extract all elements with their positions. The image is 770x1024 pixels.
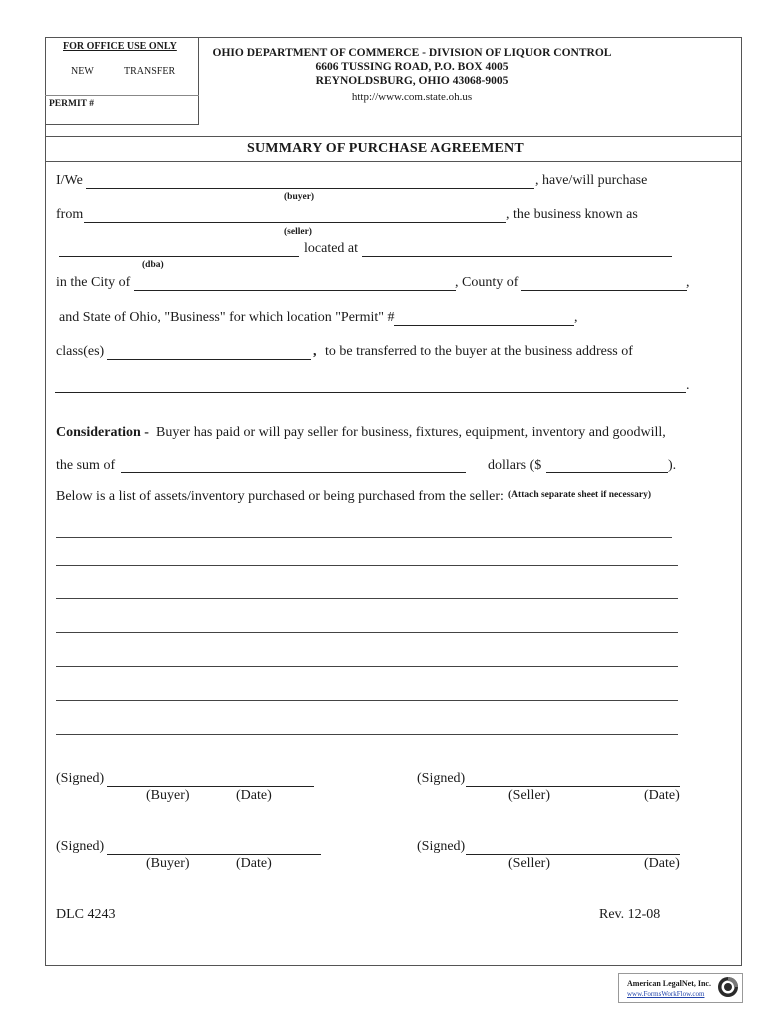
address-period: . (686, 378, 690, 393)
buyer-signature-field-2[interactable] (107, 854, 321, 855)
office-use-title: FOR OFFICE USE ONLY (63, 41, 177, 52)
seller-signed-label-1: (Signed) (417, 771, 466, 786)
seller-signature-field-1[interactable] (466, 786, 680, 787)
seller-caption-1: (Seller) (508, 788, 550, 803)
sum-of-label: the sum of (56, 458, 116, 473)
brand-logo-icon (717, 976, 739, 998)
sum-words-field[interactable] (121, 472, 466, 473)
header-address: 6606 TUSSING ROAD, P.O. BOX 4005 (315, 61, 509, 73)
asset-line-2[interactable] (56, 565, 678, 566)
county-comma: , (686, 275, 690, 290)
form-title: SUMMARY OF PURCHASE AGREEMENT (247, 141, 524, 156)
asset-list-heading: Below is a list of assets/inventory purchased or being purchased from the seller: (56, 489, 504, 504)
header-city: REYNOLDSBURG, OHIO 43068-9005 (315, 75, 509, 87)
seller-field[interactable] (84, 222, 506, 223)
asset-line-4[interactable] (56, 632, 678, 633)
buyer-field[interactable] (86, 188, 534, 189)
seller-caption: (seller) (284, 227, 312, 237)
county-label: , County of (455, 275, 519, 290)
asset-line-6[interactable] (56, 700, 678, 701)
seller-signed-label-2: (Signed) (417, 839, 466, 854)
brand-url[interactable]: www.FormsWorkFlow.com (627, 990, 705, 998)
dollars-close: ). (668, 458, 677, 473)
permit-comma: , (574, 310, 578, 325)
office-divider (45, 95, 199, 96)
business-known-as-label: , the business known as (506, 207, 638, 222)
buyer-signed-label-1: (Signed) (56, 771, 105, 786)
buyer-date-caption-2: (Date) (236, 856, 272, 871)
have-will-purchase-label: , have/will purchase (535, 173, 648, 188)
seller-date-caption-2: (Date) (644, 856, 680, 871)
attach-note: (Attach separate sheet if necessary) (508, 490, 651, 500)
asset-line-3[interactable] (56, 598, 678, 599)
state-permit-label: and State of Ohio, "Business" for which location "Permit" # (59, 310, 395, 325)
title-bottom-rule (45, 161, 742, 162)
buyer-date-caption-1: (Date) (236, 788, 272, 803)
asset-line-7[interactable] (56, 734, 678, 735)
consideration-label: Consideration - (56, 425, 149, 440)
header-department: OHIO DEPARTMENT OF COMMERCE - DIVISION OF LIQUOR CONTROL (212, 47, 612, 59)
dollars-label: dollars ($ (488, 458, 542, 473)
office-new-label: NEW (71, 66, 94, 77)
buyer-caption: (buyer) (284, 192, 315, 202)
buyer-caption-1: (Buyer) (146, 788, 190, 803)
iwe-label: I/We (56, 173, 83, 188)
consideration-text: Buyer has paid or will pay seller for business, fixtures, equipment, inventory and goodwill, (156, 425, 666, 440)
located-at-label: located at (304, 241, 359, 256)
form-number: DLC 4243 (56, 907, 116, 922)
transfer-address-label: to be transferred to the buyer at the business address of (325, 344, 633, 359)
office-permit-label: PERMIT # (49, 99, 94, 109)
dba-caption: (dba) (142, 260, 164, 270)
asset-line-5[interactable] (56, 666, 678, 667)
classes-label: class(es) (56, 344, 105, 359)
city-field[interactable] (134, 290, 456, 291)
office-transfer-label: TRANSFER (124, 66, 176, 77)
dollar-amount-field[interactable] (546, 472, 668, 473)
location-field[interactable] (362, 256, 672, 257)
dba-field[interactable] (59, 256, 299, 257)
title-top-rule (45, 136, 742, 137)
city-label: in the City of (56, 275, 131, 290)
classes-comma: , (313, 344, 317, 359)
buyer-signature-field-1[interactable] (107, 786, 314, 787)
buyer-signed-label-2: (Signed) (56, 839, 105, 854)
seller-caption-2: (Seller) (508, 856, 550, 871)
seller-date-caption-1: (Date) (644, 788, 680, 803)
permit-number-field[interactable] (394, 325, 574, 326)
buyer-caption-2: (Buyer) (146, 856, 190, 871)
seller-signature-field-2[interactable] (466, 854, 680, 855)
form-revision: Rev. 12-08 (599, 907, 661, 922)
classes-field[interactable] (107, 359, 311, 360)
from-label: from (56, 207, 84, 222)
business-address-field[interactable] (55, 392, 686, 393)
county-field[interactable] (521, 290, 687, 291)
brand-name: American LegalNet, Inc. (627, 979, 711, 988)
asset-line-1[interactable] (56, 537, 672, 538)
header-url: http://www.com.state.oh.us (351, 91, 473, 103)
